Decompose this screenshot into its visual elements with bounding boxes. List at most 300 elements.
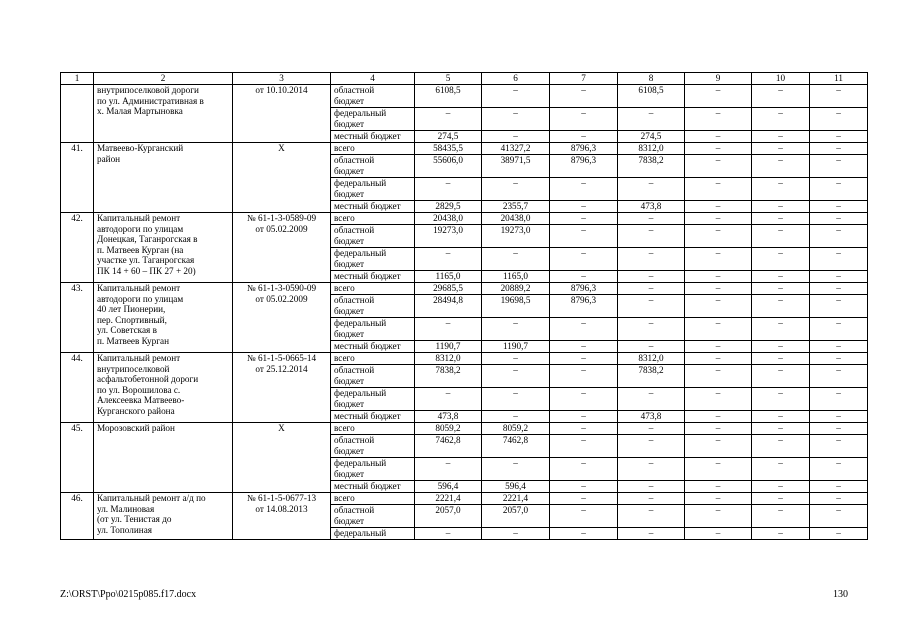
- value-cell: –: [810, 505, 868, 528]
- value-cell: –: [810, 271, 868, 283]
- value-cell: –: [550, 353, 618, 365]
- cell-line: внутрипоселковой дороги: [97, 85, 199, 95]
- value-cell: 8796,3: [550, 283, 618, 295]
- cell-line: бюджет: [334, 258, 365, 269]
- cell-line: автодороги по улицам: [97, 223, 184, 234]
- value-cell: –: [810, 341, 868, 353]
- cell-line: федеральный: [334, 388, 387, 398]
- value-cell: –: [752, 225, 810, 248]
- cell-line: Х: [278, 143, 285, 153]
- value-cell: –: [550, 493, 618, 505]
- value-cell: –: [482, 528, 550, 540]
- cell-line: ул. Тополиная: [97, 524, 152, 535]
- value-cell: –: [685, 493, 752, 505]
- value-cell: 8312,0: [415, 353, 482, 365]
- value-cell: –: [752, 353, 810, 365]
- value-cell: –: [810, 493, 868, 505]
- value-cell: –: [415, 108, 482, 131]
- cell-line: от 05.02.2009: [255, 293, 308, 304]
- value-cell: –: [618, 248, 685, 271]
- item-number: [61, 85, 94, 143]
- funding-source: [331, 423, 415, 435]
- value-cell: –: [482, 365, 550, 388]
- value-cell: 274,5: [618, 131, 685, 143]
- funding-source: [331, 365, 415, 388]
- document-ref: [233, 143, 331, 213]
- table-body: [61, 85, 868, 540]
- cell-line: всего: [334, 493, 355, 503]
- cell-line: областной: [334, 365, 375, 375]
- value-cell: –: [685, 411, 752, 423]
- value-cell: –: [482, 178, 550, 201]
- value-cell: 28494,8: [415, 295, 482, 318]
- value-cell: –: [810, 283, 868, 295]
- value-cell: –: [752, 481, 810, 493]
- value-cell: 473,8: [618, 201, 685, 213]
- value-cell: 20438,0: [482, 213, 550, 225]
- value-cell: 2057,0: [415, 505, 482, 528]
- value-cell: 596,4: [415, 481, 482, 493]
- funding-source: [331, 131, 415, 143]
- value-cell: –: [482, 131, 550, 143]
- value-cell: 19273,0: [415, 225, 482, 248]
- value-cell: –: [685, 365, 752, 388]
- cell-line: № 61-1-3-0589-09: [246, 213, 317, 223]
- item-number: 43.: [61, 283, 94, 353]
- item-number: 45.: [61, 423, 94, 493]
- value-cell: –: [685, 458, 752, 481]
- column-number-3: 3: [233, 73, 331, 85]
- value-cell: –: [685, 85, 752, 108]
- value-cell: –: [618, 213, 685, 225]
- value-cell: –: [415, 388, 482, 411]
- cell-line: Курганского района: [97, 405, 175, 416]
- value-cell: –: [415, 458, 482, 481]
- value-cell: –: [752, 295, 810, 318]
- cell-line: ул. Советская в: [97, 325, 157, 336]
- value-cell: –: [618, 423, 685, 435]
- value-cell: –: [618, 505, 685, 528]
- value-cell: –: [685, 341, 752, 353]
- cell-line: бюджет: [334, 305, 365, 316]
- funding-source: [331, 213, 415, 225]
- value-cell: 6108,5: [618, 85, 685, 108]
- value-cell: 596,4: [482, 481, 550, 493]
- value-cell: –: [810, 155, 868, 178]
- value-cell: –: [618, 108, 685, 131]
- cell-line: Капитальный ремонт а/д по: [97, 493, 206, 503]
- value-cell: –: [550, 365, 618, 388]
- cell-line: х. Малая Мартыновка: [97, 106, 183, 117]
- value-cell: 2355,7: [482, 201, 550, 213]
- value-cell: –: [685, 248, 752, 271]
- table-row: [61, 423, 868, 435]
- cell-line: ПК 14 + 60 – ПК 27 + 20): [97, 265, 196, 276]
- value-cell: –: [550, 201, 618, 213]
- cell-line: от 05.02.2009: [255, 223, 308, 234]
- cell-line: автодороги по улицам: [97, 293, 184, 304]
- value-cell: –: [685, 178, 752, 201]
- value-cell: –: [752, 248, 810, 271]
- value-cell: –: [550, 505, 618, 528]
- cell-line: бюджет: [334, 398, 365, 409]
- value-cell: 19273,0: [482, 225, 550, 248]
- value-cell: 2221,4: [482, 493, 550, 505]
- value-cell: –: [550, 458, 618, 481]
- value-cell: –: [752, 388, 810, 411]
- funding-source: [331, 143, 415, 155]
- value-cell: 7838,2: [415, 365, 482, 388]
- value-cell: –: [810, 365, 868, 388]
- funding-source: [331, 458, 415, 481]
- value-cell: –: [618, 341, 685, 353]
- cell-line: областной: [334, 85, 375, 95]
- value-cell: –: [752, 178, 810, 201]
- column-number-9: 9: [685, 73, 752, 85]
- value-cell: 1165,0: [482, 271, 550, 283]
- value-cell: –: [685, 271, 752, 283]
- cell-line: (от ул. Тенистая до: [97, 514, 172, 525]
- cell-line: № 61-1-5-0677-13: [246, 493, 317, 503]
- value-cell: –: [810, 528, 868, 540]
- cell-line: областной: [334, 155, 375, 165]
- value-cell: –: [685, 213, 752, 225]
- value-cell: 8796,3: [550, 295, 618, 318]
- value-cell: –: [482, 318, 550, 341]
- value-cell: –: [752, 505, 810, 528]
- funding-source: [331, 493, 415, 505]
- funding-source: [331, 248, 415, 271]
- cell-line: местный бюджет: [334, 481, 401, 491]
- cell-line: от 10.10.2014: [255, 85, 308, 95]
- value-cell: –: [752, 283, 810, 295]
- value-cell: –: [685, 353, 752, 365]
- budget-table: [60, 72, 868, 540]
- value-cell: –: [550, 528, 618, 540]
- value-cell: –: [752, 365, 810, 388]
- value-cell: –: [810, 423, 868, 435]
- funding-source: [331, 155, 415, 178]
- cell-line: 40 лет Пионерии,: [97, 304, 166, 315]
- document-ref: [233, 353, 331, 423]
- cell-line: по ул. Ворошилова с.: [97, 384, 181, 395]
- cell-line: местный бюджет: [334, 131, 401, 141]
- value-cell: –: [550, 178, 618, 201]
- value-cell: 7838,2: [618, 155, 685, 178]
- value-cell: 2829,5: [415, 201, 482, 213]
- value-cell: –: [482, 388, 550, 411]
- value-cell: –: [550, 435, 618, 458]
- value-cell: 473,8: [618, 411, 685, 423]
- value-cell: –: [810, 481, 868, 493]
- value-cell: –: [752, 155, 810, 178]
- value-cell: –: [550, 131, 618, 143]
- object-name: [94, 423, 233, 493]
- value-cell: 473,8: [415, 411, 482, 423]
- document-ref: [233, 213, 331, 283]
- page-number: 130: [833, 589, 848, 600]
- value-cell: 6108,5: [415, 85, 482, 108]
- table-row: [61, 353, 868, 365]
- cell-line: № 61-1-3-0590-09: [246, 283, 317, 293]
- column-number-4: 4: [331, 73, 415, 85]
- column-number-6: 6: [482, 73, 550, 85]
- value-cell: –: [618, 178, 685, 201]
- cell-line: асфальтобетонной дороги: [97, 374, 199, 385]
- value-cell: –: [685, 108, 752, 131]
- value-cell: –: [810, 225, 868, 248]
- value-cell: –: [550, 225, 618, 248]
- value-cell: –: [752, 528, 810, 540]
- cell-line: местный бюджет: [334, 271, 401, 281]
- document-ref: [233, 283, 331, 353]
- value-cell: –: [810, 143, 868, 155]
- cell-line: областной: [334, 435, 375, 445]
- document-ref: [233, 423, 331, 493]
- value-cell: –: [752, 458, 810, 481]
- object-name: [94, 283, 233, 353]
- cell-line: бюджет: [334, 188, 365, 199]
- funding-source: [331, 108, 415, 131]
- cell-line: Капитальный ремонт: [97, 213, 181, 223]
- table-row: [61, 283, 868, 295]
- value-cell: –: [415, 528, 482, 540]
- cell-line: всего: [334, 353, 355, 363]
- object-name: [94, 213, 233, 283]
- cell-line: № 61-1-5-0665-14: [246, 353, 317, 363]
- cell-line: федеральный: [334, 178, 387, 188]
- value-cell: –: [618, 458, 685, 481]
- table-row: [61, 143, 868, 155]
- value-cell: –: [810, 85, 868, 108]
- value-cell: –: [482, 248, 550, 271]
- value-cell: –: [482, 353, 550, 365]
- column-number-11: 11: [810, 73, 868, 85]
- column-number-5: 5: [415, 73, 482, 85]
- value-cell: 8312,0: [618, 143, 685, 155]
- value-cell: –: [685, 423, 752, 435]
- column-number-2: 2: [94, 73, 233, 85]
- table-row: [61, 493, 868, 505]
- value-cell: 41327,2: [482, 143, 550, 155]
- column-number-8: 8: [618, 73, 685, 85]
- object-name: [94, 143, 233, 213]
- value-cell: –: [550, 271, 618, 283]
- funding-source: [331, 528, 415, 540]
- funding-source: [331, 318, 415, 341]
- cell-line: от 25.12.2014: [255, 363, 308, 374]
- object-name: [94, 85, 233, 143]
- value-cell: –: [752, 411, 810, 423]
- value-cell: –: [685, 295, 752, 318]
- value-cell: 1165,0: [415, 271, 482, 283]
- value-cell: –: [685, 318, 752, 341]
- column-number-10: 10: [752, 73, 810, 85]
- value-cell: –: [685, 143, 752, 155]
- cell-line: федеральный: [334, 248, 387, 258]
- table-row: [61, 85, 868, 108]
- cell-line: бюджет: [334, 515, 365, 526]
- cell-line: местный бюджет: [334, 341, 401, 351]
- value-cell: –: [685, 388, 752, 411]
- value-cell: –: [415, 318, 482, 341]
- value-cell: –: [685, 505, 752, 528]
- document-ref: [233, 493, 331, 540]
- value-cell: –: [810, 108, 868, 131]
- value-cell: –: [685, 283, 752, 295]
- value-cell: –: [810, 213, 868, 225]
- value-cell: 7838,2: [618, 365, 685, 388]
- value-cell: 20438,0: [415, 213, 482, 225]
- value-cell: –: [810, 353, 868, 365]
- value-cell: –: [482, 108, 550, 131]
- value-cell: –: [618, 283, 685, 295]
- cell-line: всего: [334, 423, 355, 433]
- value-cell: –: [810, 248, 868, 271]
- value-cell: –: [550, 481, 618, 493]
- value-cell: 8312,0: [618, 353, 685, 365]
- value-cell: –: [618, 295, 685, 318]
- table-header: [61, 73, 868, 85]
- cell-line: областной: [334, 505, 375, 515]
- cell-line: внутрипоселковой: [97, 363, 170, 374]
- value-cell: –: [618, 528, 685, 540]
- value-cell: –: [810, 411, 868, 423]
- value-cell: –: [550, 85, 618, 108]
- value-cell: 7462,8: [415, 435, 482, 458]
- value-cell: 8059,2: [415, 423, 482, 435]
- value-cell: –: [810, 295, 868, 318]
- cell-line: областной: [334, 225, 375, 235]
- cell-line: район: [97, 153, 121, 164]
- cell-line: Морозовский район: [97, 423, 175, 433]
- cell-line: Матвеево-Курганский: [97, 143, 184, 153]
- cell-line: Алексеевка Матвеево-: [97, 395, 185, 406]
- value-cell: –: [685, 201, 752, 213]
- value-cell: –: [550, 213, 618, 225]
- value-cell: –: [618, 435, 685, 458]
- value-cell: –: [618, 318, 685, 341]
- cell-line: всего: [334, 213, 355, 223]
- value-cell: 2057,0: [482, 505, 550, 528]
- funding-source: [331, 225, 415, 248]
- column-number-1: 1: [61, 73, 94, 85]
- cell-line: ул. Малиновая: [97, 503, 155, 514]
- cell-line: областной: [334, 295, 375, 305]
- cell-line: бюджет: [334, 445, 365, 456]
- value-cell: –: [752, 493, 810, 505]
- item-number: 42.: [61, 213, 94, 283]
- cell-line: п. Матвеев Курган: [97, 335, 169, 346]
- funding-source: [331, 201, 415, 213]
- document-ref: [233, 85, 331, 143]
- cell-line: Капитальный ремонт: [97, 283, 181, 293]
- cell-line: федеральный: [334, 528, 387, 538]
- value-cell: –: [810, 201, 868, 213]
- cell-line: участке ул. Таганрогская: [97, 255, 195, 266]
- value-cell: –: [550, 411, 618, 423]
- funding-source: [331, 341, 415, 353]
- object-name: [94, 493, 233, 540]
- value-cell: 58435,5: [415, 143, 482, 155]
- value-cell: 1190,7: [415, 341, 482, 353]
- funding-source: [331, 505, 415, 528]
- funding-source: [331, 353, 415, 365]
- table-row: [61, 213, 868, 225]
- value-cell: 8796,3: [550, 155, 618, 178]
- cell-line: федеральный: [334, 108, 387, 118]
- value-cell: –: [752, 131, 810, 143]
- cell-line: бюджет: [334, 328, 365, 339]
- value-cell: –: [752, 213, 810, 225]
- value-cell: –: [810, 435, 868, 458]
- value-cell: –: [550, 388, 618, 411]
- value-cell: –: [685, 225, 752, 248]
- value-cell: –: [752, 435, 810, 458]
- cell-line: бюджет: [334, 468, 365, 479]
- value-cell: –: [752, 423, 810, 435]
- value-cell: –: [752, 108, 810, 131]
- cell-line: бюджет: [334, 95, 365, 106]
- value-cell: –: [618, 388, 685, 411]
- column-number-7: 7: [550, 73, 618, 85]
- funding-source: [331, 178, 415, 201]
- funding-source: [331, 481, 415, 493]
- value-cell: –: [752, 143, 810, 155]
- value-cell: –: [810, 178, 868, 201]
- value-cell: –: [810, 318, 868, 341]
- value-cell: –: [752, 318, 810, 341]
- cell-line: Х: [278, 423, 285, 433]
- value-cell: –: [482, 411, 550, 423]
- item-number: 44.: [61, 353, 94, 423]
- header-row: [61, 73, 868, 85]
- item-number: 46.: [61, 493, 94, 540]
- value-cell: –: [685, 155, 752, 178]
- value-cell: 8796,3: [550, 143, 618, 155]
- cell-line: по ул. Административная в: [97, 95, 204, 106]
- funding-source: [331, 85, 415, 108]
- item-number: 41.: [61, 143, 94, 213]
- value-cell: –: [752, 341, 810, 353]
- value-cell: –: [618, 493, 685, 505]
- value-cell: –: [415, 178, 482, 201]
- cell-line: всего: [334, 143, 355, 153]
- value-cell: 20889,2: [482, 283, 550, 295]
- value-cell: 29685,5: [415, 283, 482, 295]
- cell-line: бюджет: [334, 118, 365, 129]
- value-cell: 38971,5: [482, 155, 550, 178]
- value-cell: 1190,7: [482, 341, 550, 353]
- value-cell: –: [618, 225, 685, 248]
- value-cell: 55606,0: [415, 155, 482, 178]
- value-cell: 8059,2: [482, 423, 550, 435]
- value-cell: –: [550, 248, 618, 271]
- funding-source: [331, 435, 415, 458]
- cell-line: Капитальный ремонт: [97, 353, 181, 363]
- cell-line: бюджет: [334, 165, 365, 176]
- funding-source: [331, 295, 415, 318]
- funding-source: [331, 271, 415, 283]
- cell-line: Донецкая, Таганрогская в: [97, 234, 198, 245]
- cell-line: федеральный: [334, 458, 387, 468]
- value-cell: 2221,4: [415, 493, 482, 505]
- cell-line: местный бюджет: [334, 411, 401, 421]
- value-cell: –: [810, 131, 868, 143]
- value-cell: 19698,5: [482, 295, 550, 318]
- funding-source: [331, 283, 415, 295]
- cell-line: бюджет: [334, 375, 365, 386]
